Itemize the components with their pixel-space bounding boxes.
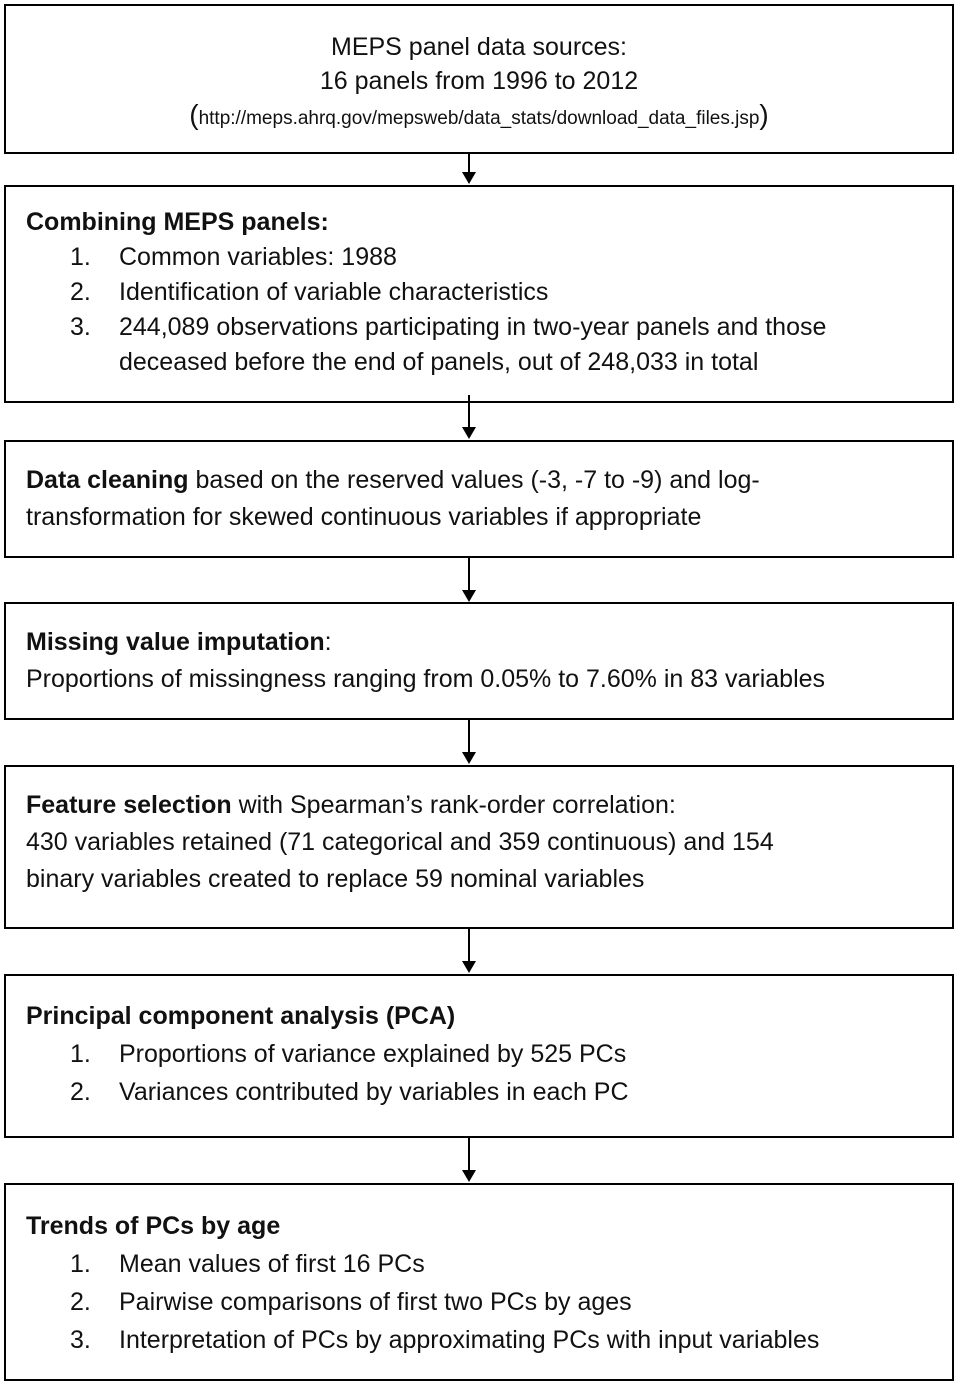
pca-box (4, 974, 954, 1138)
down-arrow-icon (458, 720, 480, 766)
data-url-line (6, 98, 952, 136)
data-cleaning-label: Data cleaning (26, 466, 189, 494)
data-cleaning-text: Data cleaning based on the reserved values (-3, -7 to -9) and log-transformation for skewed continuous variables if appropriate (26, 466, 760, 531)
feature-selection-line2: 430 variables retained (71 categorical and 359 continuous) and 154 (26, 828, 774, 856)
combining-panels-title: Combining MEPS panels: (26, 208, 329, 236)
data-cleaning-box (4, 440, 954, 558)
down-arrow-icon (458, 1138, 480, 1184)
trends-title: Trends of PCs by age (26, 1212, 281, 1240)
arrow-1 (458, 154, 480, 186)
combining-panels-box (4, 185, 954, 403)
paren-close: ) (759, 99, 769, 130)
panels-range: 16 panels from 1996 to 2012 (319, 67, 639, 95)
list-item: 1. Proportions of variance explained by 525 PCs (70, 1040, 627, 1068)
data-sources-title: MEPS panel data sources: (331, 33, 627, 61)
arrow-2 (458, 395, 480, 441)
feature-selection-heading: Feature selection with Spearman’s rank-order correlation: (26, 791, 676, 819)
pca-title: Principal component analysis (PCA) (26, 1002, 456, 1030)
feature-selection-label: Feature selection (26, 791, 232, 819)
feature-selection-box (4, 765, 954, 929)
imputation-label: Missing value imputation (26, 628, 325, 656)
arrow-3 (458, 558, 480, 604)
list-item: 2. Variances contributed by variables in each PC (70, 1078, 629, 1106)
down-arrow-icon (458, 558, 480, 604)
imputation-box (4, 602, 954, 720)
down-arrow-icon (458, 395, 480, 441)
imputation-heading: Missing value imputation: (26, 628, 332, 656)
list-item: 3. 244,089 observations participating in two-year panels and those deceased before the end of panels, out of 248,033 in total (70, 313, 827, 376)
arrow-5 (458, 929, 480, 975)
list-item: 2. Pairwise comparisons of first two PCs by ages (70, 1288, 632, 1316)
imputation-detail: Proportions of missingness ranging from 0.05% to 7.60% in 83 variables (26, 665, 826, 693)
down-arrow-icon (458, 929, 480, 975)
list-item: 2. Identification of variable characteristics (70, 278, 549, 306)
list-item: 3. Interpretation of PCs by approximating PCs with input variables (70, 1326, 820, 1354)
data-url: http://meps.ahrq.gov/mepsweb/data_stats/download_data_files.jsp (198, 108, 760, 129)
down-arrow-icon (458, 154, 480, 186)
list-item: 1. Common variables: 1988 (70, 243, 397, 271)
paren-open: ( (189, 99, 199, 130)
trends-box (4, 1183, 954, 1381)
arrow-4 (458, 720, 480, 766)
data-sources-box (4, 4, 954, 154)
list-item: 1. Mean values of first 16 PCs (70, 1250, 425, 1278)
feature-selection-line3: binary variables created to replace 59 nominal variables (26, 865, 645, 893)
arrow-6 (458, 1138, 480, 1184)
